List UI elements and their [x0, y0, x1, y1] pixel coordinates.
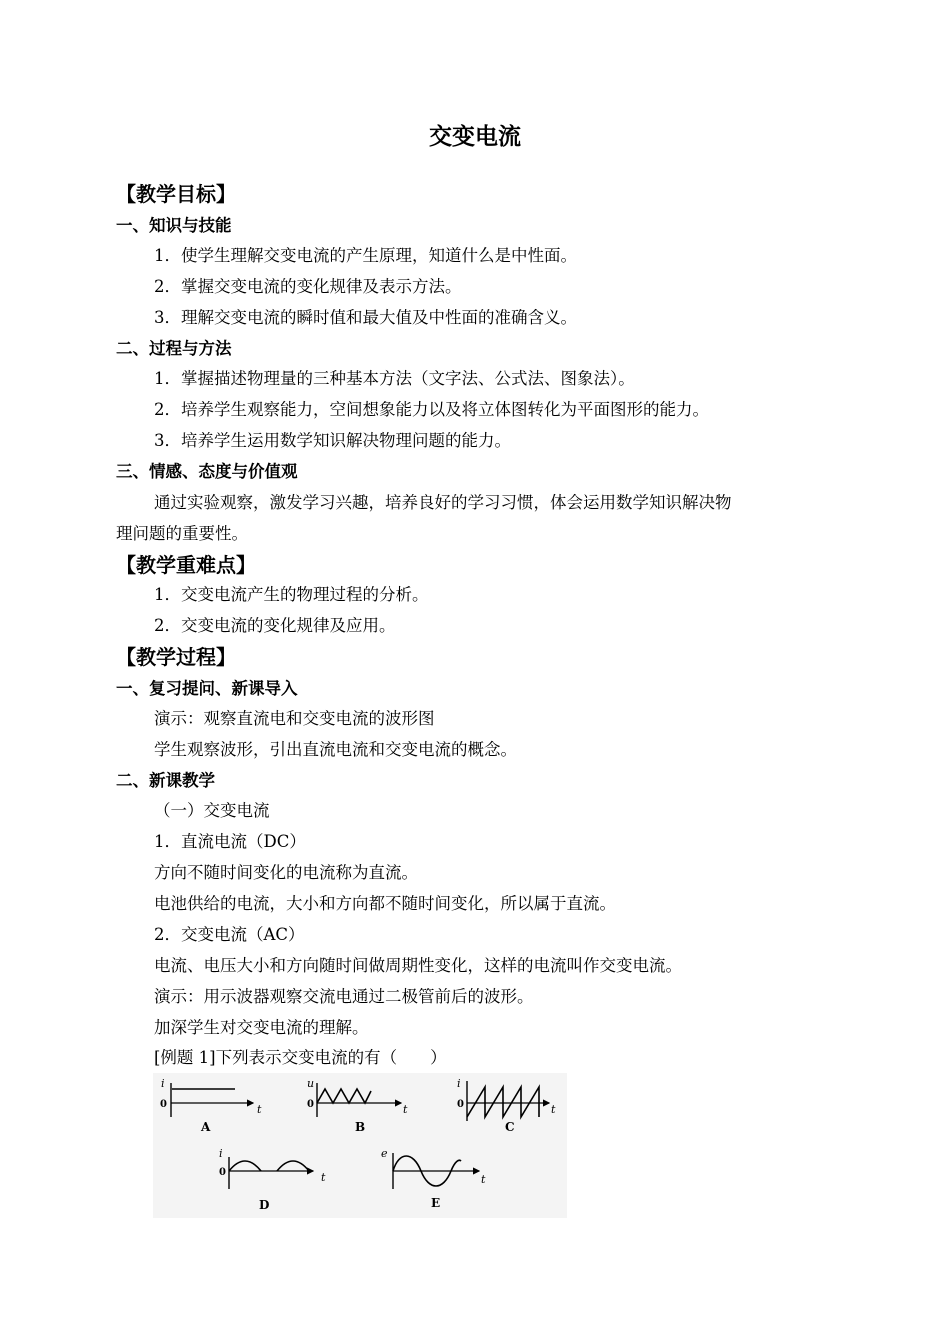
section-key-points: 【教学重难点】: [116, 553, 256, 577]
axis-zero: 0: [457, 1099, 464, 1110]
axis-label-y: e: [381, 1147, 388, 1160]
option-label: A: [201, 1120, 211, 1134]
heading-emotion-values: 三、情感、态度与价值观: [116, 462, 298, 481]
axis-zero: 0: [219, 1167, 226, 1178]
section-teaching-goals: 【教学目标】: [116, 182, 236, 206]
paragraph-line: 通过实验观察，激发学习兴趣，培养良好的学习习惯，体会运用数学知识解决物: [154, 493, 732, 512]
section-teaching-process: 【教学过程】: [116, 645, 236, 669]
subheading-ac: （一）交变电流: [154, 801, 270, 820]
axis-label-x: t: [321, 1171, 326, 1184]
axis-zero: 0: [307, 1099, 314, 1110]
axis-label-y: i: [457, 1077, 461, 1090]
goal-item: 1．掌握描述物理量的三种基本方法（文字法、公式法、图象法）。: [154, 369, 635, 388]
example-question: [例题 1]下列表示交变电流的有（ ）: [154, 1048, 447, 1067]
paragraph-line: 电流、电压大小和方向随时间做周期性变化，这样的电流叫作交变电流。: [154, 956, 682, 975]
heading-knowledge-skills: 一、知识与技能: [116, 216, 232, 235]
paragraph-line: 1．直流电流（DC）: [154, 832, 306, 851]
option-label: D: [259, 1198, 270, 1212]
axis-label-x: t: [257, 1103, 262, 1116]
option-label: E: [431, 1196, 441, 1210]
axis-label-y: i: [161, 1077, 165, 1090]
axis-label-y: i: [219, 1147, 223, 1160]
page-title: 交变电流: [429, 124, 521, 150]
paragraph-line: 演示：观察直流电和交变电流的波形图: [154, 709, 435, 728]
axis-label-y: u: [307, 1077, 315, 1090]
goal-item: 3．培养学生运用数学知识解决物理问题的能力。: [154, 431, 511, 450]
paragraph-line: 加深学生对交变电流的理解。: [154, 1018, 369, 1037]
paragraph-line: 2．交变电流（AC）: [154, 925, 305, 944]
goal-item: 2．掌握交变电流的变化规律及表示方法。: [154, 277, 462, 296]
axis-label-x: t: [551, 1103, 556, 1116]
key-point-item: 2．交变电流的变化规律及应用。: [154, 616, 396, 635]
goal-item: 3．理解交变电流的瞬时值和最大值及中性面的准确含义。: [154, 308, 577, 327]
axis-zero: 0: [160, 1099, 167, 1110]
paragraph-line: 理问题的重要性。: [116, 524, 248, 543]
goal-item: 1．使学生理解交变电流的产生原理，知道什么是中性面。: [154, 246, 577, 265]
heading-new-lesson: 二、新课教学: [116, 771, 215, 790]
heading-process-methods: 二、过程与方法: [116, 339, 232, 358]
heading-review-intro: 一、复习提问、新课导入: [116, 679, 298, 698]
waveform-options-figure: [153, 1073, 567, 1218]
paragraph-line: 学生观察波形，引出直流电流和交变电流的概念。: [154, 740, 517, 759]
paragraph-line: 方向不随时间变化的电流称为直流。: [154, 863, 418, 882]
option-label: C: [505, 1120, 515, 1134]
key-point-item: 1．交变电流产生的物理过程的分析。: [154, 585, 429, 604]
goal-item: 2．培养学生观察能力，空间想象能力以及将立体图转化为平面图形的能力。: [154, 400, 709, 419]
axis-label-x: t: [481, 1173, 486, 1186]
paragraph-line: 电池供给的电流，大小和方向都不随时间变化，所以属于直流。: [154, 894, 616, 913]
axis-label-x: t: [403, 1103, 408, 1116]
option-label: B: [355, 1120, 366, 1134]
paragraph-line: 演示：用示波器观察交流电通过二极管前后的波形。: [154, 987, 534, 1006]
